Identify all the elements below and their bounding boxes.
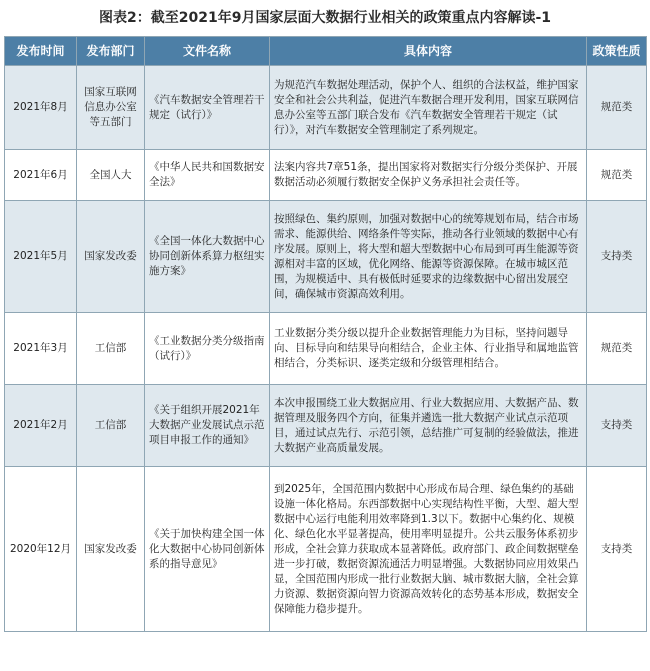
cell-content: 本次申报围绕工业大数据应用、行业大数据应用、大数据产品、数据管理及服务四个方向，征集并遴选一批大数据产业试点示范项目，通过试点先行、示范引领，总结推广可复制的经验做法，推进大数据产业高质量发展。: [270, 385, 587, 467]
cell-dept: 工信部: [77, 385, 145, 467]
cell-dept: 全国人大: [77, 150, 145, 201]
cell-file: 《全国一体化大数据中心协同创新体系算力枢纽实施方案》: [145, 201, 270, 313]
cell-nature: 规范类: [587, 150, 647, 201]
cell-nature: 支持类: [587, 385, 647, 467]
cell-nature: 规范类: [587, 313, 647, 385]
cell-file: 《工业数据分类分级指南（试行）》: [145, 313, 270, 385]
cell-content: 为规范汽车数据处理活动，保护个人、组织的合法权益，维护国家安全和社会公共利益，促进汽车数据合理开发利用，国家互联网信息办公室等五部门联合发布《汽车数据安全管理若干规定（试行）》，对汽车数据安全管理制定了系列规定。: [270, 66, 587, 150]
policy-table: [4, 36, 647, 632]
header-date: 发布时间: [5, 37, 77, 66]
cell-content: 法案内容共7章51条，提出国家将对数据实行分级分类保护、开展数据活动必须履行数据安全保护义务承担社会责任等。: [270, 150, 587, 201]
cell-content: 工业数据分类分级以提升企业数据管理能力为目标，坚持问题导向、目标导向和结果导向相结合，企业主体、行业指导和属地监管相结合，分类标识、逐类定级和分级管理相结合。: [270, 313, 587, 385]
cell-date: 2021年6月: [5, 150, 77, 201]
cell-file: 《关于组织开展2021年大数据产业发展试点示范项目申报工作的通知》: [145, 385, 270, 467]
cell-date: 2020年12月: [5, 467, 77, 632]
header-file: 文件名称: [145, 37, 270, 66]
cell-nature: 支持类: [587, 467, 647, 632]
cell-content: 按照绿色、集约原则，加强对数据中心的统筹规划布局，结合市场需求、能源供给、网络条件等实际，推动各行业领域的数据中心有序发展。原则上，将大型和超大型数据中心布局到可再生能源等资源相对丰富的区域，优化网络、能源等资源保障。在城市城区范围，为规模适中、具有极低时延要求的边缘数据中心留出发展空间，确保城市资源高效利用。: [270, 201, 587, 313]
header-content: 具体内容: [270, 37, 587, 66]
cell-date: 2021年8月: [5, 66, 77, 150]
cell-date: 2021年2月: [5, 385, 77, 467]
cell-dept: 国家发改委: [77, 467, 145, 632]
table-header-row: [5, 37, 647, 66]
cell-file: 《汽车数据安全管理若干规定（试行）》: [145, 66, 270, 150]
table-row: [5, 467, 647, 632]
page-title: 图表2：截至2021年9月国家层面大数据行业相关的政策重点内容解读-1: [99, 10, 551, 26]
cell-date: 2021年5月: [5, 201, 77, 313]
header-nature: 政策性质: [587, 37, 647, 66]
cell-file: 《中华人民共和国数据安全法》: [145, 150, 270, 201]
table-row: [5, 201, 647, 313]
cell-nature: 支持类: [587, 201, 647, 313]
cell-dept: 国家互联网信息办公室等五部门: [77, 66, 145, 150]
header-dept: 发布部门: [77, 37, 145, 66]
table-row: [5, 313, 647, 385]
cell-dept: 国家发改委: [77, 201, 145, 313]
cell-nature: 规范类: [587, 66, 647, 150]
table-row: [5, 66, 647, 150]
cell-date: 2021年3月: [5, 313, 77, 385]
cell-file: 《关于加快构建全国一体化大数据中心协同创新体系的指导意见》: [145, 467, 270, 632]
cell-content: 到2025年，全国范围内数据中心形成布局合理、绿色集约的基础设施一体化格局。东西部数据中心实现结构性平衡，大型、超大型数据中心运行电能利用效率降到1.3以下。数据中心集约化、规模化、绿色化水平显著提高，使用率明显提升。公共云服务体系初步形成，全社会算力获取成本显著降低。政府部门、政企间数据壁垒进一步打破，数据资源流通活力明显增强。大数据协同应用效果凸显，全国范围内形成一批行业数据大脑、城市数据大脑，全社会算力资源、数据资源向智力资源高效转化的态势基本形成，数据安全保障能力稳步提升。: [270, 467, 587, 632]
table-row: [5, 150, 647, 201]
cell-dept: 工信部: [77, 313, 145, 385]
table-row: [5, 385, 647, 467]
